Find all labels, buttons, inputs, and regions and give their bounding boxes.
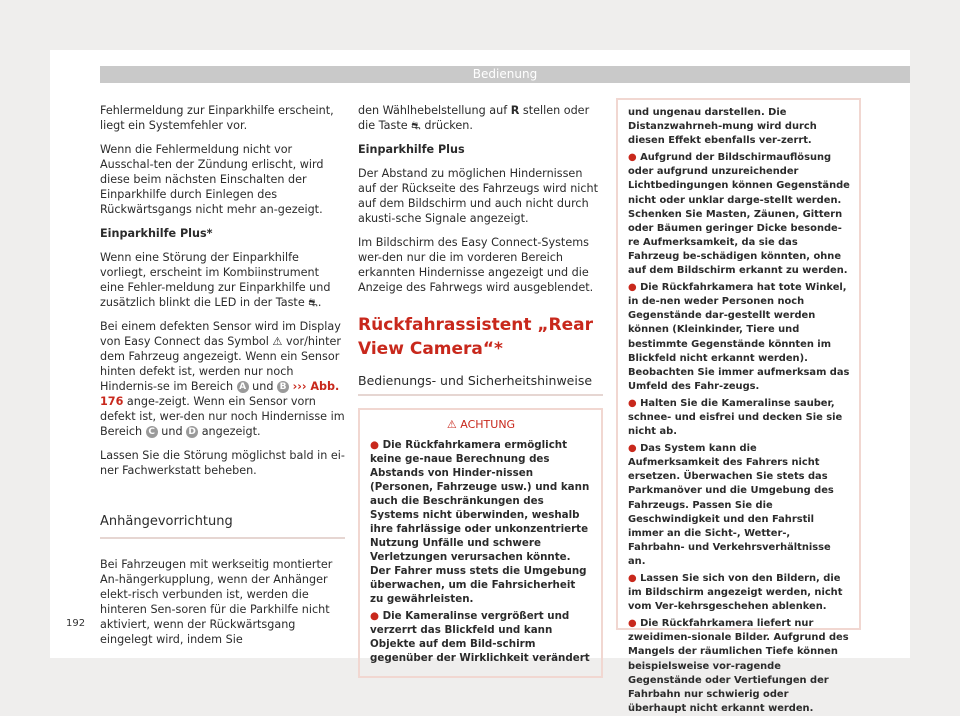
- chapter-title: Rückfahrassistent „Rear View Camera“*: [358, 315, 594, 359]
- text-bold: R: [510, 104, 520, 117]
- bullet-icon: ●: [628, 573, 637, 584]
- paragraph: [100, 319, 345, 439]
- subheading: Einparkhilfe Plus: [358, 143, 465, 156]
- bullet-icon: ●: [628, 443, 637, 455]
- paragraph: [358, 103, 603, 133]
- warning-title: ⚠ ACHTUNG: [446, 418, 516, 431]
- warning-item-text: Die Kameralinse vergrößert und verzerrt das Blickfeld und kann Objekte auf dem Bild-schirm gegenüber der Wirklichkeit verändert: [370, 610, 590, 664]
- warning-item-text: Die Rückfahrkamera liefert nur zweidimen-sionale Bilder. Aufgrund des Mangels der räumlichen Tiefe können beispielsweise vor-ragende Gegenstände oder Vertiefungen der Fahrbahn nur schwierig oder überhaupt nicht erkannt werden.: [628, 618, 849, 714]
- warning-item: und ungenau darstellen. Die Distanzwahrneh-mung wird durch diesen Effekt ebenfalls ver-zerrt.: [628, 107, 817, 147]
- page-header: Bedienung: [100, 66, 910, 83]
- text: ange-zeigt. Wenn ein Sensor vorn defekt ist, wer-den nur noch Hindernisse im Bereich: [100, 395, 345, 438]
- section-heading: [100, 500, 345, 539]
- paragraph: Lassen Sie die Störung möglichst bald in ei-ner Fachwerkstatt beheben.: [100, 449, 345, 477]
- bullet-icon: ●: [370, 439, 379, 451]
- column-left: [100, 103, 345, 656]
- text: den Wählhebelstellung auf: [358, 104, 508, 117]
- column-middle: [358, 103, 603, 678]
- text: Bei einem defekten Sensor wird im Display von Easy Connect das Symbol ⚠ vor/hinter dem Fahrzeug angezeigt. Wenn ein Sensor hinten defekt ist, werden nur noch Hindernis-se im Bereich: [100, 320, 342, 393]
- warning-item-text: Halten Sie die Kameralinse sauber, schnee- und eisfrei und decken Sie sie nicht ab.: [628, 397, 843, 438]
- bullet-icon: ●: [628, 152, 637, 164]
- bullet-icon: ●: [370, 610, 379, 622]
- paragraph: Wenn die Fehlermeldung nicht vor Ausschal-ten der Zündung erlischt, wird diese beim nächsten Einschalten der Einparkhilfe durch Einlegen des Rückwärtsgangs nicht mehr an-gezeigt.: [100, 143, 324, 216]
- paragraph: Im Bildschirm des Easy Connect-Systems wer-den nur die im vorderen Bereich erkannten Hindernisse angezeigt und die Anzeige des Fahrwegs wird ausgeblendet.: [358, 236, 594, 294]
- bullet-icon: ●: [628, 282, 637, 294]
- warning-item: [628, 442, 850, 569]
- warning-item: [628, 617, 850, 716]
- paragraph: Der Abstand zu möglichen Hindernissen auf der Rückseite des Fahrzeugs wird nicht auf dem Bildschirm und auch nicht durch akusti-sche Signale angezeigt.: [358, 167, 599, 225]
- section-heading-text: Anhängevorrichtung: [100, 514, 233, 529]
- subheading: Einparkhilfe Plus*: [100, 227, 213, 240]
- text: angezeigt.: [201, 425, 261, 438]
- page-number: 192: [66, 618, 86, 629]
- warning-box-continued: [616, 98, 861, 714]
- warning-item-text: Die Rückfahrkamera ermöglicht keine ge-naue Berechnung des Abstands von Hinder-nissen (Personen, Fahrzeuge usw.) und kann auch die Beschränkungen des Systems nicht überwinden, weshalb ihre fahrlässige oder unkonzentrierte Nutzung Unfälle und schwere Verletzungen verursachen könnte. Der Fahrer muss stets die Umgebung überwachen, um die Fahrsicherheit zu gewährleisten.: [370, 439, 590, 605]
- warning-item: [628, 151, 850, 278]
- callout-d: D: [186, 426, 198, 438]
- warning-item-text: Aufgrund der Bildschirmauflösung oder aufgrund unzureichender Lichtbedingungen können Gegenstände nicht oder unklar darge-stellt werden. Schenken Sie Masten, Zäunen, Gittern oder Bäumen geringer Dicke besonde-re Aufmerksamkeit, da sie das Fahrzeug be-schädigen könnten, ohne auf dem Bildschirm erkannt zu werden.: [628, 152, 850, 277]
- warning-item-text: Das System kann die Aufmerksamkeit des Fahrers nicht ersetzen. Überwachen Sie stets das Parkmanöver und die Umgebung des Fahrzeugs. Passen Sie die Geschwindigkeit und den Fahrstil immer an die Sicht-, Wetter-, Fahrbahn- und Verkehrsverhältnisse an.: [628, 443, 834, 567]
- bullet-icon: ●: [628, 618, 637, 630]
- bullet-icon: ●: [628, 397, 637, 409]
- warning-item-text: Lassen Sie sich von den Bildern, die im Bildschirm angezeigt werden, nicht vom Ver-kehrsgeschehen ablenken.: [628, 573, 843, 613]
- warning-item: [370, 609, 592, 665]
- figure-reference-link[interactable]: ››› Abb. 176: [100, 380, 340, 408]
- text: und: [252, 380, 274, 393]
- warning-box: [358, 408, 603, 678]
- paragraph: Bei Fahrzeugen mit werkseitig montierter An-hängerkupplung, wenn der Anhänger elekt-risch verbunden ist, werden die hinteren Sen-soren für die Parkhilfe nicht aktiviert, wenn der Rückwärtsgang eingelegt wird, indem Sie: [100, 558, 333, 646]
- callout-b: B: [277, 381, 289, 393]
- paragraph: Fehlermeldung zur Einparkhilfe erscheint, liegt ein Systemfehler vor.: [100, 104, 334, 132]
- text: und: [161, 425, 183, 438]
- warning-item-text: Die Rückfahrkamera hat tote Winkel, in de-nen weder Personen noch Gegenstände dar-gestellt werden können (Kleinkinder, Tiere und bestimmte Gegenstände könnten im Blickfeld nicht erkannt werden). Beobachten Sie immer aufmerksam das Umfeld des Fahr-zeugs.: [628, 282, 850, 392]
- text: stellen oder die Taste ⛐ drücken.: [358, 104, 590, 132]
- warning-item: [628, 397, 850, 439]
- callout-a: A: [237, 381, 249, 393]
- warning-item: [628, 281, 850, 394]
- callout-c: C: [146, 426, 158, 438]
- section-heading: Bedienungs- und Sicherheitshinweise: [358, 373, 603, 396]
- warning-item: [628, 572, 850, 614]
- paragraph: Wenn eine Störung der Einparkhilfe vorliegt, erscheint im Kombiinstrument eine Fehler-meldung zur Einparkhilfe und zusätzlich blinkt die LED in der Taste ⛐.: [100, 251, 331, 309]
- warning-item: [370, 438, 592, 606]
